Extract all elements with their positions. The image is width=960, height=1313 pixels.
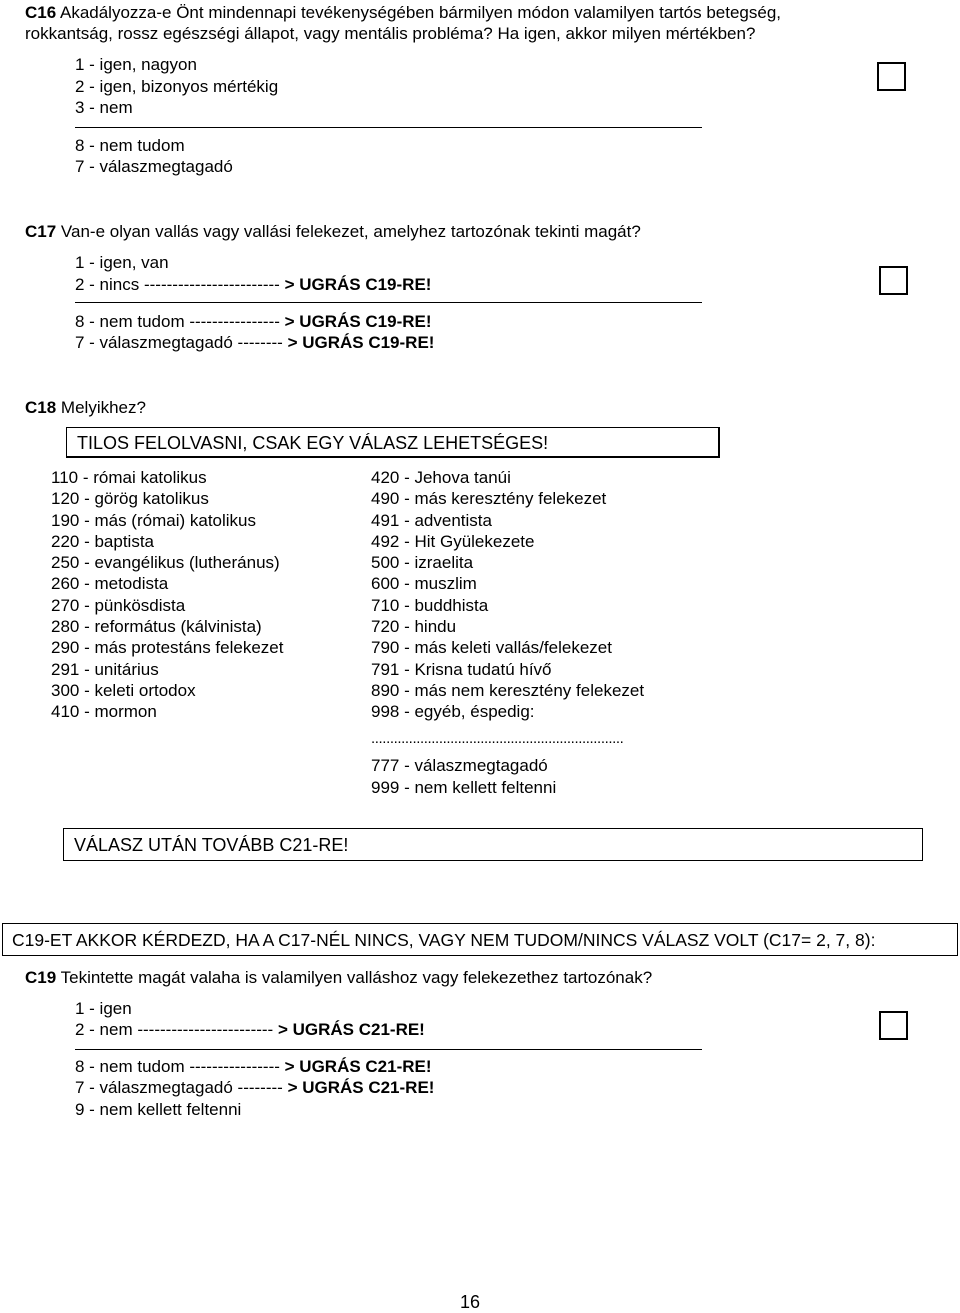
c17-option-7: [75, 332, 434, 353]
c18-option: 410 - mormon: [51, 702, 157, 722]
c19-option-7-text: 7 - válaszmegtagadó --------: [75, 1078, 288, 1097]
c16-option-2: 2 - igen, bizonyos mértékig: [75, 77, 279, 96]
page-number: 16: [460, 1292, 481, 1312]
c18-option: 280 - református (kálvinista): [51, 617, 262, 637]
c17-option-8-text: 8 - nem tudom ----------------: [75, 312, 285, 331]
c16-option-3: 3 - nem: [75, 98, 133, 117]
c17-option-2: [75, 274, 431, 295]
c18-id: C18: [25, 398, 57, 417]
c18-instruction-box: TILOS FELOLVASNI, CSAK EGY VÁLASZ LEHETSÉGES!: [66, 427, 720, 458]
c18-option: 490 - más keresztény felekezet: [371, 489, 607, 509]
c17-divider: [75, 302, 702, 303]
c17-id: C17: [25, 222, 57, 241]
c17-option-2-text: 2 - nincs ------------------------: [75, 275, 285, 294]
c18-option: 491 - adventista: [371, 510, 492, 530]
c16-question-line2: rokkantság, rossz egészségi állapot, vagy mentális probléma? Ha igen, akkor milyen mértékben?: [25, 24, 756, 43]
c19-option-8-skip: > UGRÁS C21-RE!: [284, 1057, 432, 1076]
c18-option: 890 - más nem keresztény felekezet: [371, 680, 645, 700]
c17-option-8: [75, 311, 432, 332]
c17-option-7-skip: > UGRÁS C19-RE!: [287, 333, 435, 352]
c17-option-7-text: 7 - válaszmegtagadó --------: [75, 333, 288, 352]
c18-option-999: 999 - nem kellett feltenni: [371, 778, 557, 797]
c18-option: 291 - unitárius: [51, 659, 159, 679]
c19-question: [25, 967, 652, 988]
c17-answer-box[interactable]: [879, 266, 908, 295]
c18-option: 492 - Hit Gyülekezete: [371, 531, 535, 551]
c18-option: 270 - pünkösdista: [51, 595, 186, 615]
c16-question-text: Akadályozza-e Önt mindennapi tevékenységében bármilyen módon valamilyen tartós betegség,: [59, 3, 782, 22]
c19-id: C19: [25, 968, 57, 987]
c17-option-1: 1 - igen, van: [75, 253, 169, 272]
c18-option: 710 - buddhista: [371, 595, 489, 615]
c18-right-options: [371, 467, 644, 723]
c18-option: 300 - keleti ortodox: [51, 680, 196, 700]
c19-option-9: 9 - nem kellett feltenni: [75, 1100, 242, 1119]
c17-option-8-skip: > UGRÁS C19-RE!: [284, 312, 432, 331]
c19-answer-box[interactable]: [879, 1011, 908, 1040]
c18-question: [25, 397, 146, 418]
c18-option: 260 - metodista: [51, 574, 169, 594]
c18-option: 600 - muszlim: [371, 574, 477, 594]
c19-filter-note-box: C19-ET AKKOR KÉRDEZD, HA A C17-NÉL NINCS, VAGY NEM TUDOM/NINCS VÁLASZ VOLT (C17= 2, 7, 8):: [2, 923, 958, 956]
c19-divider: [75, 1049, 702, 1050]
c19-option-7-skip: > UGRÁS C21-RE!: [287, 1078, 435, 1097]
c19-option-8: [75, 1056, 432, 1077]
c18-option: 190 - más (római) katolikus: [51, 510, 257, 530]
c18-option: 120 - görög katolikus: [51, 489, 209, 509]
c18-question-text: Melyikhez?: [60, 398, 146, 417]
c19-option-2-skip: > UGRÁS C21-RE!: [277, 1020, 425, 1039]
c19-option-2: [75, 1019, 425, 1040]
c18-option: 250 - evangélikus (lutheránus): [51, 553, 280, 573]
c17-question: [25, 221, 641, 242]
c19-option-8-text: 8 - nem tudom ----------------: [75, 1057, 285, 1076]
c18-option: 290 - más protestáns felekezet: [51, 638, 284, 658]
c16-option-7: 7 - válaszmegtagadó: [75, 157, 233, 176]
c16-id: C16: [25, 3, 57, 22]
c19-option-2-text: 2 - nem ------------------------: [75, 1020, 278, 1039]
c19-option-1: 1 - igen: [75, 999, 132, 1018]
c17-option-2-skip: > UGRÁS C19-RE!: [284, 275, 432, 294]
c18-option: 420 - Jehova tanúi: [371, 468, 511, 487]
c16-divider: [75, 127, 702, 128]
c19-option-7: [75, 1077, 434, 1098]
c18-option: 500 - izraelita: [371, 553, 474, 573]
c18-option: 220 - baptista: [51, 531, 155, 551]
c18-option: 110 - római katolikus: [51, 468, 207, 487]
c16-option-8: 8 - nem tudom: [75, 136, 185, 155]
c18-option: 790 - más keleti vallás/felekezet: [371, 638, 612, 658]
c16-option-1: 1 - igen, nagyon: [75, 55, 197, 74]
c17-question-text: Van-e olyan vallás vagy vallási felekezet, amelyhez tartozónak tekinti magát?: [60, 222, 641, 241]
c18-option: 998 - egyéb, éspedig:: [371, 702, 535, 722]
c18-left-options: [51, 467, 283, 723]
c19-question-text: Tekintette magát valaha is valamilyen valláshoz vagy felekezethez tartozónak?: [60, 968, 653, 987]
c18-option-777: 777 - válaszmegtagadó: [371, 756, 548, 775]
c18-option: 791 - Krisna tudatú hívő: [371, 659, 552, 679]
c16-answer-box[interactable]: [877, 62, 906, 91]
c18-option: 720 - hindu: [371, 617, 457, 637]
c16-question-line1: [25, 2, 781, 23]
c18-after-note-box: VÁLASZ UTÁN TOVÁBB C21-RE!: [63, 828, 923, 861]
c18-other-fill-line: ...................................................................: [371, 730, 624, 747]
